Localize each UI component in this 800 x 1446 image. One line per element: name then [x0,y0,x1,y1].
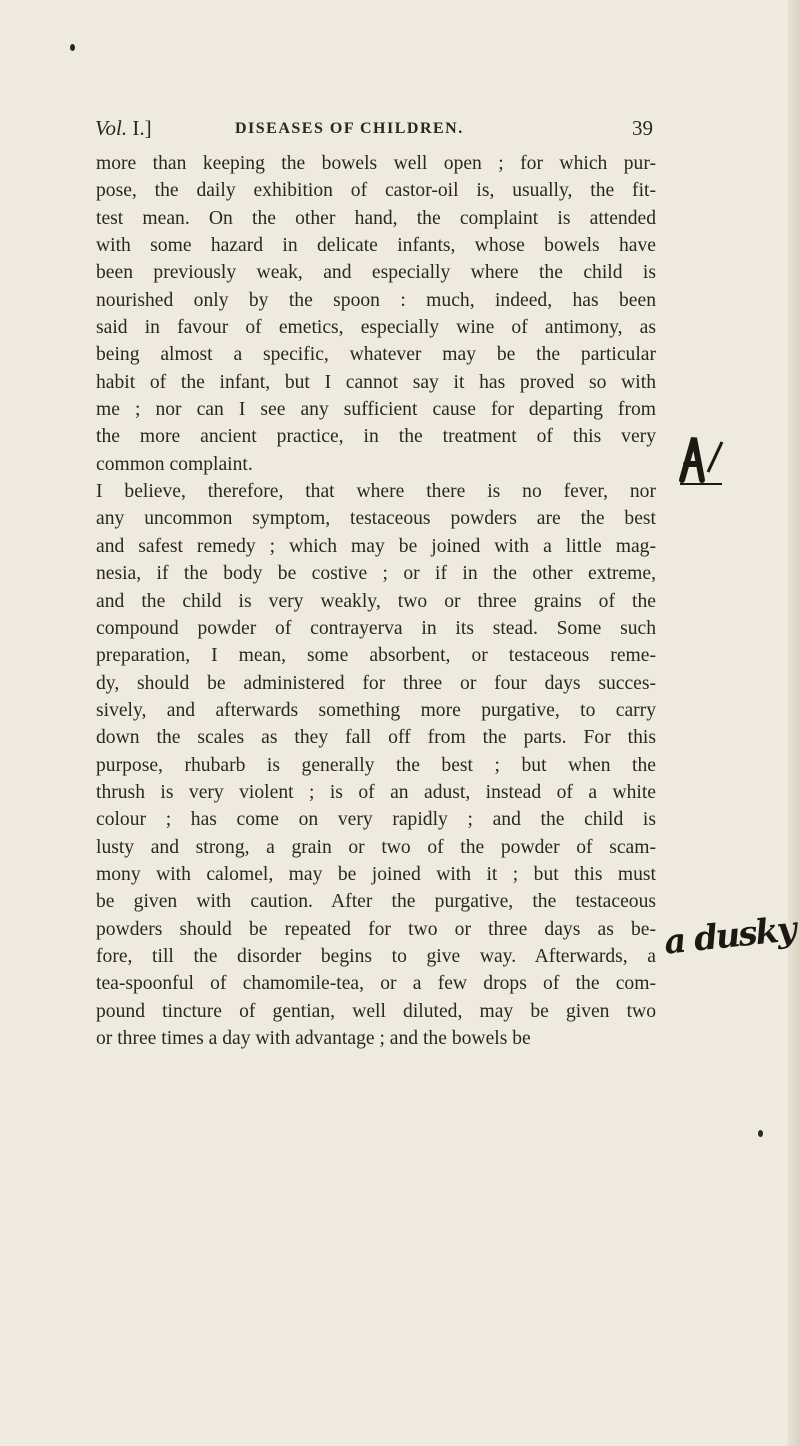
text-line: sively, and afterwards something more purgative, to carry [96,699,656,721]
ink-speck [758,1130,763,1137]
ink-speck [70,44,75,51]
text-line: compound powder of contrayerva in its stead. Some such [96,617,656,639]
text-line: nourished only by the spoon : much, indeed, has been [96,289,656,311]
text-line: said in favour of emetics, especially wine of antimony, as [96,317,656,339]
text-line: me ; nor can I see any sufficient cause for departing from [96,399,656,421]
text-line: powders should be repeated for two or three days as be- [96,918,656,940]
running-header [95,116,653,148]
text-line: down the scales as they fall off from the parts. For this [96,727,656,749]
text-line: lusty and strong, a grain or two of the powder of scam- [96,836,656,858]
body-text [96,150,656,1052]
text-line: or three times a day with advantage ; and the bowels be [96,1028,531,1049]
text-line: been previously weak, and especially where the child is [96,262,656,284]
text-line: purpose, rhubarb is generally the best ; but when the [96,754,656,776]
text-line: dy, should be administered for three or four days succes- [96,672,656,694]
text-line: habit of the infant, but I cannot say it has proved so with [96,371,656,393]
text-line: test mean. On the other hand, the complaint is attended [96,207,656,229]
handwritten-margin-mark [672,428,728,488]
page-edge-shadow [788,0,800,1446]
volume-number: I.] [132,116,152,140]
text-line: any uncommon symptom, testaceous powders are the best [96,508,656,530]
text-line: and the child is very weakly, two or three grains of the [96,590,656,612]
text-line: I believe, therefore, that where there is no fever, nor [96,481,656,503]
volume-marker [95,116,152,141]
text-line: and safest remedy ; which may be joined with a little mag- [96,535,656,557]
text-line: mony with calomel, may be joined with it ; but this must [96,863,656,885]
page-number: 39 [632,116,653,140]
text-line: with some hazard in delicate infants, whose bowels have [96,235,656,257]
text-line: more than keeping the bowels well open ; for which pur- [96,153,656,174]
text-line: pound tincture of gentian, well diluted, may be given two [96,1000,656,1022]
text-line: nesia, if the body be costive ; or if in the other extreme, [96,563,656,585]
text-line: tea-spoonful of chamomile-tea, or a few drops of the com- [96,973,656,995]
text-line: preparation, I mean, some absorbent, or testaceous reme- [96,645,656,667]
text-line: fore, till the disorder begins to give way. Afterwards, a [96,945,656,967]
text-line: being almost a specific, whatever may be the particular [96,344,656,366]
text-line: common complaint. [96,453,253,475]
text-line: colour ; has come on very rapidly ; and the child is [96,809,656,831]
running-title: DISEASES OF CHILDREN. [235,120,464,137]
text-line: be given with caution. After the purgative, the testaceous [96,891,656,913]
volume-label: Vol. [95,116,128,140]
text-line: thrush is very violent ; is of an adust, instead of a white [96,781,656,803]
text-line: the more ancient practice, in the treatment of this very [96,426,656,448]
text-line: pose, the daily exhibition of castor-oil is, usually, the fit- [96,180,656,202]
handwritten-margin-note: a dusky [662,909,797,963]
